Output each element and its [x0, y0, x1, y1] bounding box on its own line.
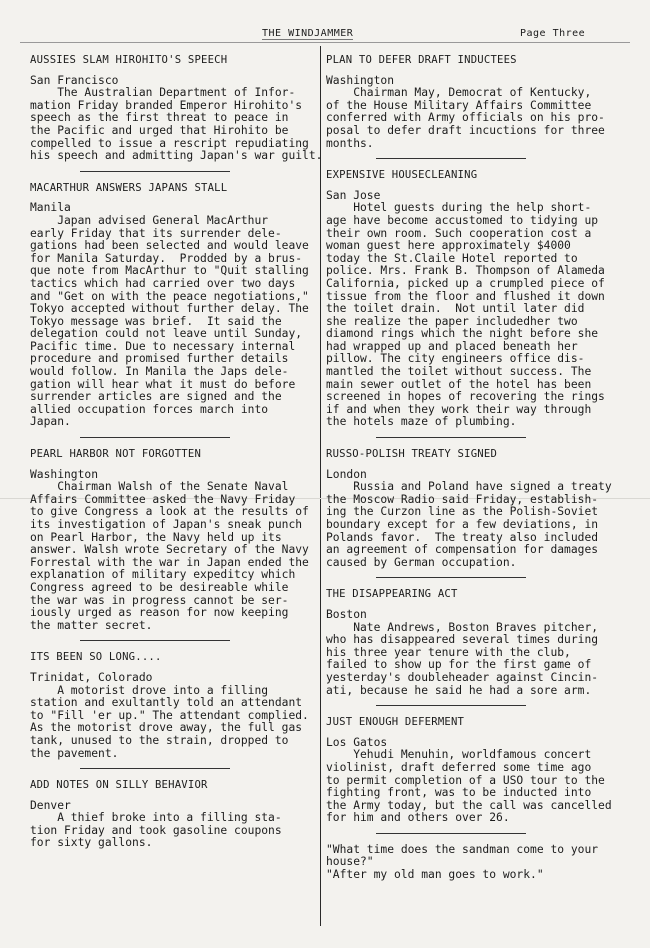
body-line: As the motorist drove away, the full gas — [30, 721, 303, 735]
body-line: gation will hear what it must do before — [30, 377, 296, 391]
article-headline: AUSSIES SLAM HIROHITO'S SPEECH — [30, 54, 228, 66]
body-line: the matter secret. — [30, 618, 153, 632]
body-line: posal to defer draft incuctions for three — [326, 123, 605, 137]
article-just-enough-deferment — [326, 716, 626, 844]
body-line: early Friday that its surrender dele- — [30, 226, 282, 240]
body-line: violinist, draft deferred some time ago — [326, 760, 592, 774]
body-line: today the St.Claile Hotel reported to — [326, 251, 578, 265]
body-line: explanation of military expeditcy which — [30, 568, 296, 582]
body-line: house?" — [326, 855, 374, 869]
body-line: Yehudi Menuhin, worldfamous concert — [326, 748, 592, 762]
body-line: Japan. — [30, 415, 71, 429]
body-line: woman guest here approximately $4000 — [326, 239, 571, 253]
body-line: California, picked up a crumpled piece of — [326, 276, 605, 290]
body-line: Hotel guests during the help short- — [326, 201, 592, 215]
article-gap — [326, 706, 626, 716]
body-line: delegation could not leave until Sunday, — [30, 327, 303, 341]
article-macarthur-answers-japans-stall — [30, 182, 317, 448]
article-expensive-housecleaning — [326, 169, 626, 448]
body-line: answer. Walsh wrote Secretary of the Navy — [30, 543, 309, 557]
article-body — [326, 202, 626, 429]
body-line: yesterday's doubleheader against Cincin- — [326, 670, 599, 684]
body-line: and "Get on with the peace negotiations," — [30, 289, 309, 303]
right-column — [326, 54, 626, 882]
article-headline: MACARTHUR ANSWERS JAPANS STALL — [30, 181, 228, 194]
body-line: Polands favor. The treaty also included — [326, 530, 599, 544]
article-headline: EXPENSIVE HOUSECLEANING — [326, 169, 478, 182]
article-the-disappearing-act — [326, 588, 626, 716]
article-body — [30, 685, 317, 761]
body-line: "After my old man goes to work." — [326, 868, 544, 882]
body-line: main sewer outlet of the hotel has been — [326, 377, 592, 391]
article-headline: THE DISAPPEARING ACT — [326, 588, 458, 601]
body-line: tissue from the floor and flushed it down — [326, 289, 605, 303]
article-body — [326, 749, 626, 825]
body-line: tion Friday and took gasoline coupons — [30, 823, 282, 837]
body-line: for Manila Saturday. Prodded by a brus- — [30, 251, 303, 265]
column-divider — [320, 46, 321, 926]
article-gap — [30, 769, 317, 779]
article-body — [326, 481, 626, 569]
body-line: the Pacific and urged that Hirohito be — [30, 123, 289, 137]
left-column — [30, 54, 323, 850]
body-line: diamond rings which the night before she — [326, 327, 599, 341]
body-line: Japan advised General MacArthur — [30, 213, 269, 227]
article-dateline: Boston — [326, 607, 367, 621]
article-gap — [30, 438, 317, 448]
body-line: would follow. In Manila the Japs dele- — [30, 365, 289, 379]
article-dateline: San Jose — [326, 188, 381, 202]
masthead-rule — [20, 42, 630, 43]
body-line: Tokyo message was brief. It said the — [30, 314, 282, 328]
body-line: Chairman May, Democrat of Kentucky, — [326, 86, 592, 100]
body-line: Forrestal with the war in Japan ended the — [30, 555, 309, 569]
article-headline: RUSSO-POLISH TREATY SIGNED — [326, 448, 498, 461]
body-line: boundary except for a few deviations, in — [326, 518, 599, 531]
body-line: tank, unused to the strain, dropped to — [30, 733, 289, 747]
article-its-been-so-long — [30, 651, 317, 779]
body-line: ati, because he said he had a sore arm. — [326, 683, 592, 697]
body-line: months. — [326, 136, 374, 150]
body-line: on Pearl Harbor, the Navy held up its — [30, 530, 282, 544]
body-line: Nate Andrews, Boston Braves pitcher, — [326, 620, 599, 634]
body-line: mation Friday branded Emperor Hirohito's — [30, 98, 303, 112]
body-line: the pavement. — [30, 746, 119, 760]
article-aussies-slam-hirohito-s-speech — [30, 54, 323, 182]
body-line: ing the Curzon line as the Polish-Soviet — [326, 505, 599, 519]
article-body — [30, 86, 323, 163]
body-line: A motorist drove into a filling — [30, 683, 269, 697]
article-dateline: Washington — [326, 73, 395, 87]
body-line: station and exultantly told an attendant — [30, 696, 303, 710]
body-line: iously urged as reason for now keeping — [30, 606, 289, 620]
body-line: The Australian Department of Infor- — [30, 86, 296, 100]
article-gap — [326, 578, 626, 588]
body-line: pillow. The city engineers office dis- — [326, 352, 585, 366]
body-line: an agreement of compensation for damages — [326, 543, 599, 557]
article-russo-polish-treaty-signed — [326, 448, 626, 588]
body-line: screened in hopes of recovering the rings — [326, 390, 605, 404]
body-line: the war was in progress cannot be ser- — [30, 593, 289, 607]
article-headline: PLAN TO DEFER DRAFT INDUCTEES — [326, 54, 517, 66]
body-line: to "Fill 'er up." The attendant complied. — [30, 708, 309, 722]
article-dateline: San Francisco — [30, 73, 119, 87]
body-line: que note from MacArthur to "Quit stalling — [30, 264, 309, 278]
body-line: speech as the first threat to peace in — [30, 111, 289, 125]
body-line: caused by German occupation. — [326, 555, 517, 569]
body-line: the Moscow Radio said Friday, establish- — [326, 492, 599, 506]
article-body — [30, 812, 317, 850]
body-line: his three year tenure with the club, — [326, 645, 571, 659]
body-line: Affairs Committee asked the Navy Friday — [30, 492, 296, 506]
body-line: gations had been selected and would leave — [30, 239, 309, 253]
body-line: Chairman Walsh of the Senate Naval — [30, 480, 289, 494]
article-headline: ADD NOTES ON SILLY BEHAVIOR — [30, 779, 208, 792]
body-line: compelled to issue a rescript repudiating — [30, 136, 309, 150]
article-pearl-harbor-not-forgotten — [30, 448, 317, 651]
body-line: fighting front, was to be inducted into — [326, 786, 592, 800]
body-line: surrender articles are signed and the — [30, 390, 282, 404]
body-line: mantled the toilet without success. The — [326, 365, 592, 379]
body-line: his speech and admitting Japan's war guilt. — [30, 149, 323, 163]
body-line: had wrapped up and placed beneath her — [326, 339, 578, 353]
body-line: "What time does the sandman come to your — [326, 842, 599, 856]
masthead-title: THE WINDJAMMER — [262, 28, 354, 39]
masthead — [0, 28, 650, 42]
body-line: tactics which had carried over two days — [30, 276, 296, 290]
body-line: failed to show up for the first game of — [326, 658, 592, 672]
body-line: Congress agreed to be desireable while — [30, 580, 289, 594]
body-line: who has disappeared several times during — [326, 633, 599, 647]
body-line: to give Congress a look at the results of — [30, 505, 309, 519]
article-plan-to-defer-draft-inductees — [326, 54, 626, 169]
article-dateline: London — [326, 467, 367, 481]
body-line: its investigation of Japan's sneak punch — [30, 518, 303, 531]
page-number: Page Three — [520, 28, 586, 39]
article-dateline: Manila — [30, 201, 71, 215]
body-line: procedure and promised further details — [30, 352, 289, 366]
article-filler — [326, 844, 626, 882]
article-dateline: Trinidat, Colorado — [30, 670, 153, 684]
article-body — [326, 844, 626, 882]
body-line: Pacific time. Due to necessary internal — [30, 339, 296, 353]
article-add-notes-on-silly-behavior — [30, 779, 317, 850]
body-line: the toilet drain. Not until later did — [326, 302, 585, 316]
article-gap — [30, 172, 317, 182]
article-body — [30, 215, 317, 429]
article-headline: JUST ENOUGH DEFERMENT — [326, 716, 465, 729]
article-body — [30, 481, 317, 632]
body-line: their own room. Such cooperation cost a — [326, 226, 592, 240]
body-line: conferred with Army officials on his pro- — [326, 111, 605, 125]
body-line: age have become accustomed to tidying up — [326, 213, 599, 227]
article-dateline: Washington — [30, 467, 99, 481]
article-gap — [326, 438, 626, 448]
body-line: for him and others over 26. — [326, 811, 510, 825]
article-dateline: Los Gatos — [326, 735, 388, 749]
body-line: she realize the paper includedher two — [326, 314, 578, 328]
body-line: the hotels maze of plumbing. — [326, 415, 517, 429]
article-dateline: Denver — [30, 798, 71, 812]
body-line: of the House Military Affairs Committee — [326, 98, 592, 112]
article-body — [326, 87, 626, 150]
body-line: if and when they work their way through — [326, 402, 592, 416]
body-line: to permit completion of a USO tour to the — [326, 773, 605, 787]
body-line: allied occupation forces march into — [30, 402, 269, 416]
body-line: Tokyo accepted without further delay. The — [30, 302, 309, 316]
body-line: police. Mrs. Frank B. Thompson of Alameda — [326, 264, 605, 278]
article-body — [326, 622, 626, 698]
body-line: Russia and Poland have signed a treaty — [326, 480, 612, 494]
body-line: for sixty gallons. — [30, 836, 153, 850]
article-gap — [30, 641, 317, 651]
article-headline: PEARL HARBOR NOT FORGOTTEN — [30, 448, 202, 461]
body-line: A thief broke into a filling sta- — [30, 811, 282, 825]
article-headline: ITS BEEN SO LONG.... — [30, 651, 162, 664]
article-gap — [326, 159, 626, 169]
body-line: the Army today, but the call was cancelled — [326, 798, 612, 812]
